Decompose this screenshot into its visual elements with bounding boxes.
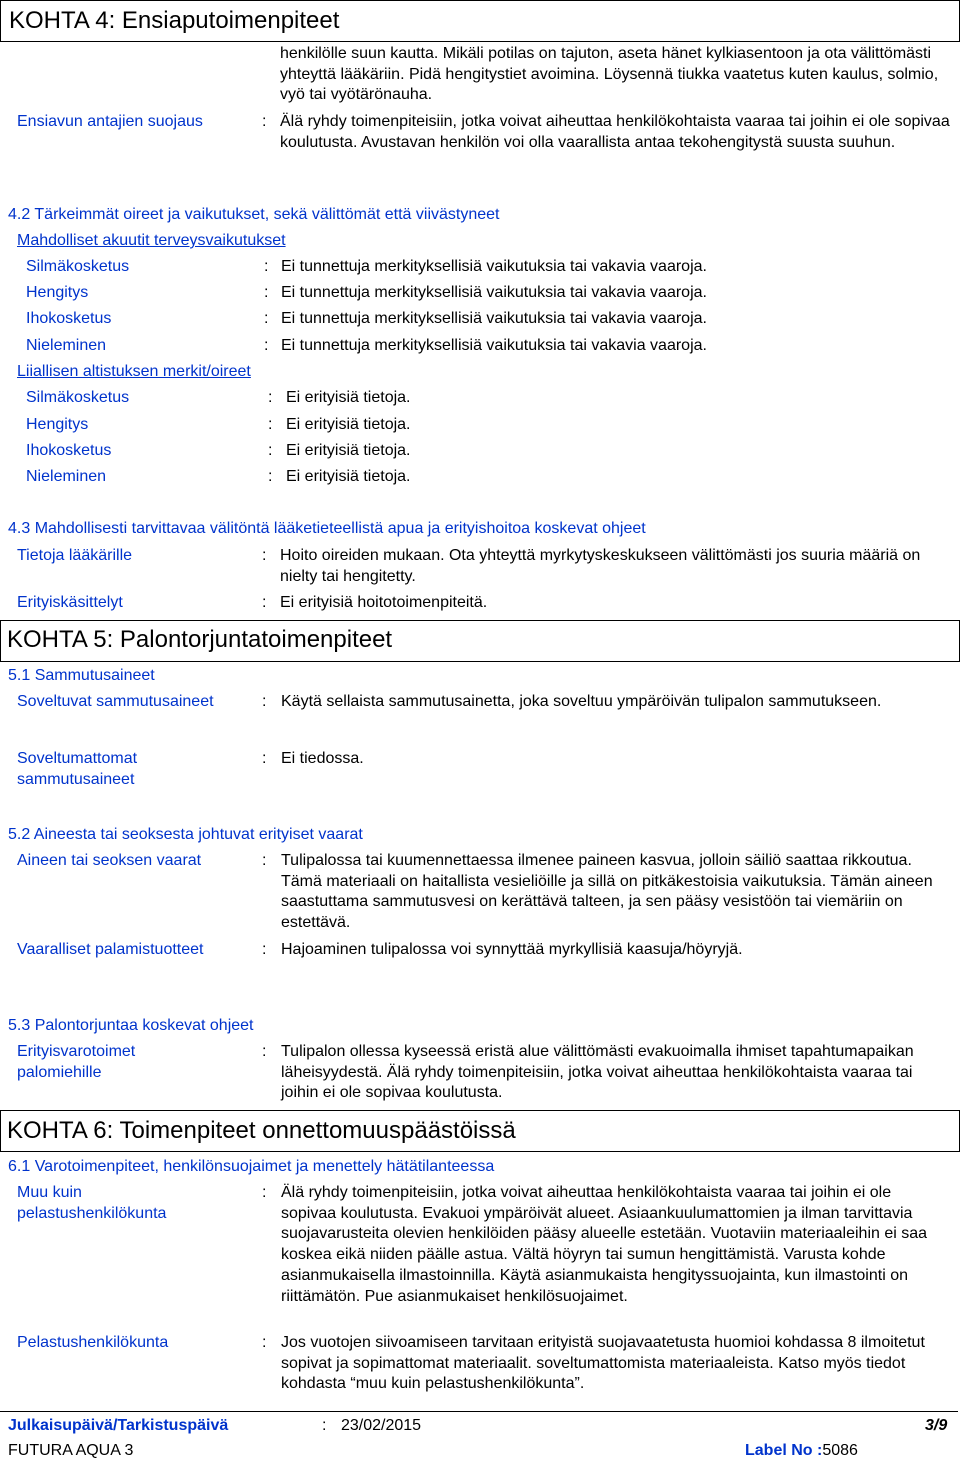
section-4-title: KOHTA 4: Ensiaputoimenpiteet xyxy=(9,7,340,34)
section-6-title: KOHTA 6: Toimenpiteet onnettomuuspäästöissä xyxy=(7,1117,516,1144)
section-4-title-box xyxy=(0,0,960,42)
firefighter-precautions-label: Erityisvarotoimet palomiehille xyxy=(17,1043,136,1081)
label-number-value: 5086 xyxy=(822,1442,858,1459)
physician-notes-label: Tietoja lääkärille xyxy=(17,547,133,564)
colon: : xyxy=(262,547,267,564)
non-emergency-personnel-label: Muu kuin pelastushenkilökunta xyxy=(17,1184,167,1222)
combustion-products-value: Hajoaminen tulipalossa voi synnyttää myrkyllisiä kaasuja/höyryjä. xyxy=(281,941,743,958)
footer-date-label: Julkaisupäivä/Tarkistuspäivä xyxy=(8,1417,229,1434)
colon: : xyxy=(268,442,273,459)
section-5-1-heading: 5.1 Sammutusaineet xyxy=(8,667,155,684)
section-4-3-heading: 4.3 Mahdollisesti tarvittavaa välitöntä lääketieteellistä apua ja erityishoitoa koskevat ohjeet xyxy=(8,520,646,537)
colon: : xyxy=(264,337,269,354)
special-treatment-value: Ei erityisiä hoitotoimenpiteitä. xyxy=(280,594,488,611)
product-name: FUTURA AQUA 3 xyxy=(8,1442,134,1459)
footer-divider xyxy=(0,1411,958,1412)
colon: : xyxy=(264,284,269,301)
acute-skin-value: Ei tunnettuja merkityksellisiä vaikutuksia tai vakavia vaaroja. xyxy=(281,310,707,327)
overexposure-skin-label: Ihokosketus xyxy=(26,442,112,459)
label-number xyxy=(745,1441,858,1461)
substance-hazards-value: Tulipalossa tai kuumennettaessa ilmenee paineen kasvua, jolloin säiliö saattaa rikkoutua. Tämä materiaali on haitallista vesieliöille ja sillä on pitkäkestoisia vaikutuksia. Tämän aineen saastuttama sammutusvesi on kerättävä talteen, ja sen pääsy vesistöön tai viemäriin on estettävä. xyxy=(281,852,933,932)
overexposure-heading: Liiallisen altistuksen merkit/oireet xyxy=(17,363,251,380)
first-aid-protection-value: Älä ryhdy toimenpiteisiin, jotka voivat aiheuttaa henkilökohtaista vaaraa tai joihin ei ole sopivaa koulutusta. Avustavan henkilön voi olla vaarallista antaa tekohengitystä suusta suuhun. xyxy=(280,113,950,151)
acute-eye-value: Ei tunnettuja merkityksellisiä vaikutuksia tai vakavia vaaroja. xyxy=(281,258,707,275)
overexposure-inhalation-value: Ei erityisiä tietoja. xyxy=(286,416,411,433)
colon: : xyxy=(262,1334,267,1351)
acute-skin-label: Ihokosketus xyxy=(26,310,112,327)
colon: : xyxy=(262,750,267,767)
colon: : xyxy=(322,1417,327,1434)
colon: : xyxy=(262,1043,267,1060)
colon: : xyxy=(268,389,273,406)
colon: : xyxy=(262,941,267,958)
section-5-title: KOHTA 5: Palontorjuntatoimenpiteet xyxy=(7,626,393,653)
colon: : xyxy=(262,693,267,710)
acute-inhalation-label: Hengitys xyxy=(26,284,89,301)
section-5-title-box xyxy=(0,620,960,662)
acute-effects-heading: Mahdolliset akuutit terveysvaikutukset xyxy=(17,232,286,249)
special-treatment-label: Erityiskäsittelyt xyxy=(17,594,123,611)
physician-notes-value: Hoito oireiden mukaan. Ota yhteyttä myrkytyskeskukseen välittömästi jos suuria määriä on nielty tai hengitetty. xyxy=(280,547,921,585)
overexposure-eye-label: Silmäkosketus xyxy=(26,389,130,406)
suitable-media-value: Käytä sellaista sammutusainetta, joka soveltuu ympäröivän tulipalon sammutukseen. xyxy=(281,693,882,710)
suitable-media-label: Soveltuvat sammutusaineet xyxy=(17,693,214,710)
label-number-prefix: Label No : xyxy=(745,1442,823,1459)
overexposure-ingestion-label: Nieleminen xyxy=(26,468,107,485)
acute-eye-label: Silmäkosketus xyxy=(26,258,130,275)
section-5-3-heading: 5.3 Palontorjuntaa koskevat ohjeet xyxy=(8,1017,254,1034)
section-6-1-heading: 6.1 Varotoimenpiteet, henkilönsuojaimet ja menettely hätätilanteessa xyxy=(8,1158,495,1175)
unsuitable-media-label: Soveltumattomat sammutusaineet xyxy=(17,750,138,788)
page-number: 3/9 xyxy=(925,1417,948,1434)
substance-hazards-label: Aineen tai seoksen vaarat xyxy=(17,852,202,869)
acute-inhalation-value: Ei tunnettuja merkityksellisiä vaikutuksia tai vakavia vaaroja. xyxy=(281,284,707,301)
colon: : xyxy=(264,258,269,275)
non-emergency-personnel-value: Älä ryhdy toimenpiteisiin, jotka voivat aiheuttaa henkilökohtaista vaaraa tai joihin ei ole sopivaa koulutusta. Evakuoi ympäröivät alueet. Asiaankuulumattomien ja ilman tarvittavia suojavarusteita olevien henkilöiden pääsy alueelle estetään. Vuotaviin materiaaleihin ei saa koskea eikä niiden päälle astua. Vältä höyryn tai sumun hengittämistä. Varusta kohde asianmukaisella ilmastoinnilla. Käytä asianmukaista hengityssuojainta, kun ilmastointi on riittämätön. Pue asianmukaiset henkilösuojaimet. xyxy=(281,1184,928,1305)
emergency-responders-value: Jos vuotojen siivoamiseen tarvitaan erityistä suojavaatetusta huomioi kohdassa 8 ilmoitetut sopivat ja sopimattomat materiaalit. soveltumattomista materiaaleista. Katso myös tiedot kohdasta “muu kuin pelastushenkilökunta”. xyxy=(281,1334,925,1393)
overexposure-ingestion-value: Ei erityisiä tietoja. xyxy=(286,468,411,485)
section-4-intro-text: henkilölle suun kautta. Mikäli potilas on tajuton, aseta hänet kylkiasentoon ja ota välittömästi yhteyttä lääkäriin. Pidä hengitystiet avoimina. Löysennä tiukka vaatetus kuten kaulus, solmio, vyö tai vyötärönauha. xyxy=(280,45,939,104)
colon: : xyxy=(262,594,267,611)
colon: : xyxy=(262,1184,267,1201)
combustion-products-label: Vaaralliset palamistuotteet xyxy=(17,941,204,958)
section-6-title-box xyxy=(0,1110,960,1152)
unsuitable-media-value: Ei tiedossa. xyxy=(281,750,364,767)
footer-date-value: 23/02/2015 xyxy=(341,1417,422,1434)
section-4-2-heading: 4.2 Tärkeimmät oireet ja vaikutukset, sekä välittömät että viivästyneet xyxy=(8,206,500,223)
overexposure-eye-value: Ei erityisiä tietoja. xyxy=(286,389,411,406)
first-aid-protection-label: Ensiavun antajien suojaus xyxy=(17,113,203,130)
emergency-responders-label: Pelastushenkilökunta xyxy=(17,1334,169,1351)
colon: : xyxy=(264,310,269,327)
section-5-2-heading: 5.2 Aineesta tai seoksesta johtuvat erityiset vaarat xyxy=(8,826,363,843)
colon: : xyxy=(268,468,273,485)
colon: : xyxy=(268,416,273,433)
acute-ingestion-value: Ei tunnettuja merkityksellisiä vaikutuksia tai vakavia vaaroja. xyxy=(281,337,707,354)
overexposure-inhalation-label: Hengitys xyxy=(26,416,89,433)
firefighter-precautions-value: Tulipalon ollessa kyseessä eristä alue välittömästi evakuoimalla ihmiset tapahtumapaikan läheisyydestä. Älä ryhdy toimenpiteisiin, jotka voivat aiheuttaa henkilökohtaista vaaraa tai joihin ei ole sopivaa koulutusta. xyxy=(281,1043,914,1102)
overexposure-skin-value: Ei erityisiä tietoja. xyxy=(286,442,411,459)
acute-ingestion-label: Nieleminen xyxy=(26,337,107,354)
colon: : xyxy=(262,852,267,869)
colon: : xyxy=(262,113,267,130)
